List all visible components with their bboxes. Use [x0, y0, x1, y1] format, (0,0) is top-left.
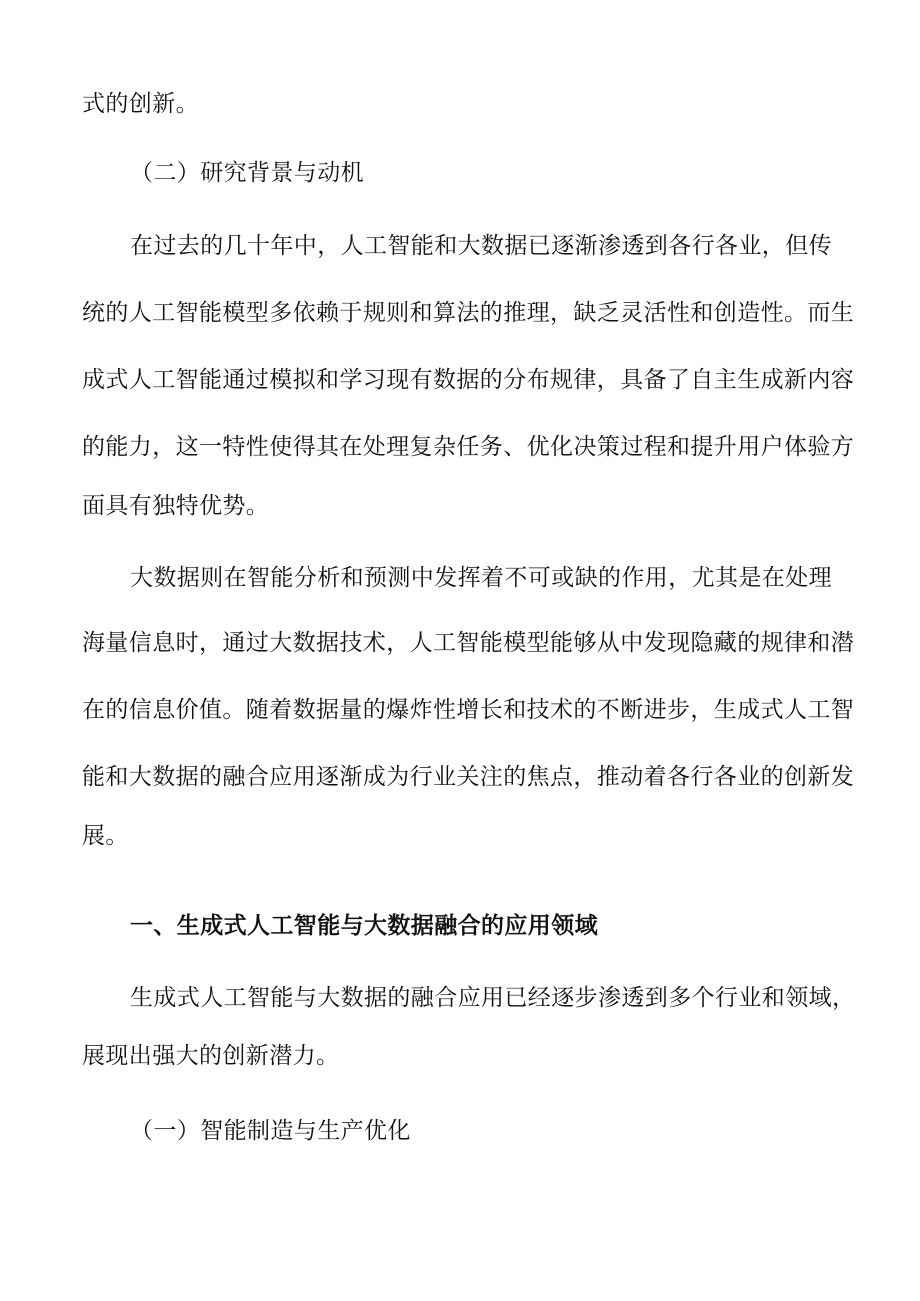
paragraph-line: 的能力，这一特性使得其在处理复杂任务、优化决策过程和提升用户体验方 — [82, 434, 855, 460]
paragraph-line: 生成式人工智能与大数据的融合应用已经逐步渗透到多个行业和领域， — [130, 985, 856, 1011]
paragraph-line: 展现出强大的创新潜力。 — [82, 1043, 340, 1069]
section-heading: 一、生成式人工智能与大数据融合的应用领域 — [130, 912, 598, 939]
paragraph-line: 在的信息价值。随着数据量的爆炸性增长和技术的不断进步，生成式人工智 — [82, 697, 855, 723]
paragraph-line: 统的人工智能模型多依赖于规则和算法的推理，缺乏灵活性和创造性。而生 — [82, 300, 855, 326]
paragraph-continuation: 式的创新。 — [82, 91, 199, 117]
paragraph-line: 成式人工智能通过模拟和学习现有数据的分布规律，具备了自主生成新内容 — [82, 367, 855, 393]
paragraph-line: 在过去的几十年中，人工智能和大数据已逐渐渗透到各行各业，但传 — [130, 233, 832, 259]
paragraph-line: 海量信息时，通过大数据技术，人工智能模型能够从中发现隐藏的规律和潜 — [82, 630, 855, 656]
paragraph-line: 展。 — [82, 823, 129, 849]
subheading-smart-manufacturing: （一）智能制造与生产优化 — [130, 1118, 411, 1144]
paragraph-line: 能和大数据的融合应用逐渐成为行业关注的焦点，推动着各行各业的创新发 — [82, 764, 855, 790]
paragraph-line: 大数据则在智能分析和预测中发挥着不可或缺的作用，尤其是在处理 — [130, 565, 832, 591]
subheading-research-background: （二）研究背景与动机 — [130, 160, 364, 186]
paragraph-line: 面具有独特优势。 — [82, 493, 270, 519]
